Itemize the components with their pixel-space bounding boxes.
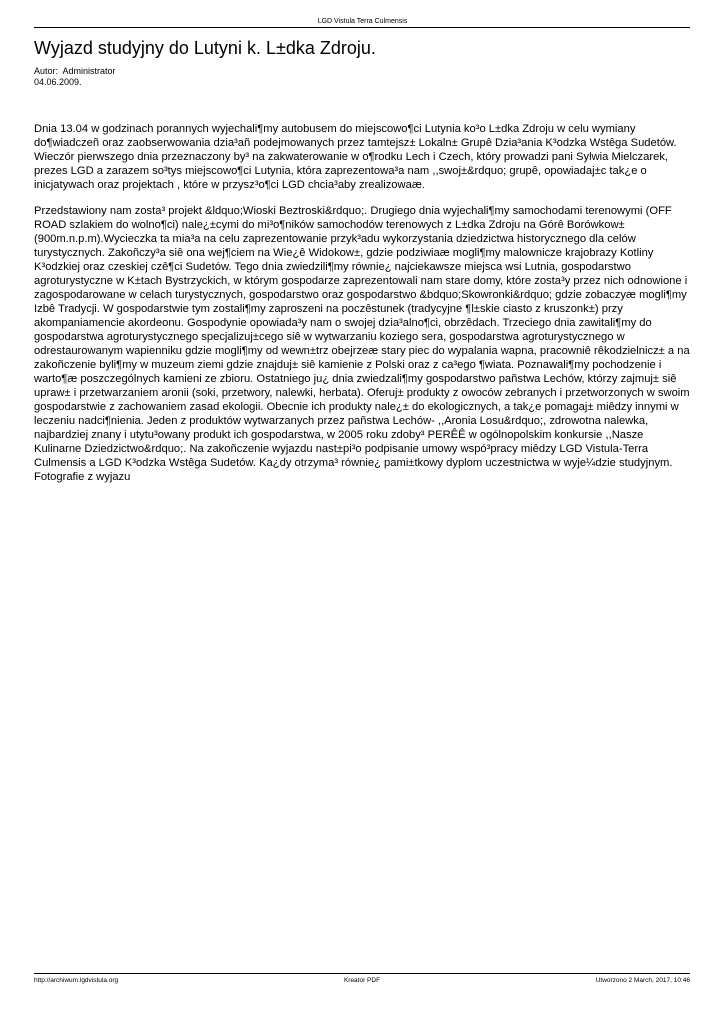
footer-divider: [34, 973, 690, 974]
publish-date: 04.06.2009.: [34, 77, 82, 87]
article-paragraph: Przedstawiony nam zosta³ projekt &ldquo;Wioski Beztroski&rdquo;. Drugiego dnia wyjechali¶my samochodami terenowymi (OFF ROAD szlakiem do wolno¶ci) nale¿±cymi do mi³o¶ników samochodów terenowych z L±dka Zdroju na Górê Borówkow± (900m.n.p.m).Wycieczka ta mia³a na celu zaprezentowanie przyk³adu wykorzystania dziedzictwa historycznego dla celów turystycznych. Zakoñczy³a siê ona wej¶ciem na Wie¿ê Widokow±, gdzie podziwiaæ mogli¶my malownicze krajobrazy Kotliny K³odzkiej oraz czeskiej czê¶ci Sudetów. Tego dnia zwiedzili¶my równie¿ najciekawsze miejsca wsi Lutnia, gospodarstwo agroturystyczne w K±tach Bystrzyckich, w którym gospodarze zaprezentowali nam stare domy, które zosta³y przez nich odnowione i zagospodarowane w celach turystycznych, gospodarstwo oraz gospodarstwo &bdquo;Skowronki&rdquo; gdzie zobaczyæ mogli¶my Izbê Tradycji. W gospodarstwie tym zostali¶my zaproszeni na poczêstunek (tradycyjne ¶l±skie ciasto z kruszonk±) przy akompaniamencie akordeonu. Gospodynie opowiada³y nam o swojej dzia³alno¶ci, obrzêdach. Trzeciego dnia zawitali¶my do gospodarstwa agroturystycznego specjalizuj±cego siê w wytwarzaniu koziego sera, gospodarstwa agroturystycznego w odrestaurowanym wapienniku gdzie mogli¶my od wewn±trz obejrzeæ stary piec do wypalania wapna, pracowniê rêkodzielnicz± a na zakoñczenie byli¶my w muzeum ziemi gdzie znajduj± siê kamienie z Polski oraz z ca³ego ¶wiata. Poznawali¶my pochodzenie i warto¶æ poszczególnych kamieni ze zbioru. Ostatniego ju¿ dnia zwiedzali¶my gospodarstwo pañstwa Lechów, którzy zajmuj± siê upraw± i przetwarzaniem aronii (soki, przetwory, nalewki, herbata). Oferuj± produkty z owoców zebranych i przetworzonych w swoim gospodarstwie z zachowaniem zasad ekologii. Obecnie ich produkty nale¿± do ekologicznych, a tak¿e pomagaj± miêdzy innymi w leczeniu nadci¶nienia. Jeden z produktów wytwarzanych przez pañstwa Lechów- ,,Aronia Losu&rdquo;, zdrowotna nalewka, najbardziej znany i utytu³owany produkt ich gospodarstwa, w 2005 roku zdoby³ PERÊÊ w ogólnopolskim konkursie ,,Nasze Kulinarne Dziedzictwo&rdquo;. Na zakoñczenie wyjazdu nast±pi³o podpisanie umowy wspó³pracy miêdzy LGD Vistula-Terra Culmensis a LGD K³odzka Wstêga Sudetów. Ka¿dy otrzyma³ równie¿ pami±tkowy dyplom uczestnictwa w wyje¼dzie studyjnym. Fotografie z wyjazu: [34, 205, 690, 483]
footer-url: http://archiwum.lgdvistula.org: [34, 977, 119, 984]
site-name: LGD Vistula Terra Culmensis: [317, 18, 408, 25]
header-divider: [34, 27, 690, 28]
page-footer: [34, 976, 690, 986]
article-paragraph: Dnia 13.04 w godzinach porannych wyjechali¶my autobusem do miejscowo¶ci Lutynia ko³o L±dka Zdroju w celu wymiany do¶wiadczeñ oraz zaobserwowania dzia³añ podejmowanych przez tamtejsz± Lokaln± Grupê Dzia³ania K³odzka Wstêga Sudetów. Wieczór pierwszego dnia przeznaczony by³ na zakwaterowanie w o¶rodku Lech i Czech, który prowadzi pani Sylwia Mielczarek, prezes LGD a zarazem so³tys miejscowo¶ci Lutynia, która zaprezentowa³a nam ,,swoj±&rdquo; grupê, opowiadaj±c tak¿e o inicjatywach oraz projektach , które w przysz³o¶ci LGD chcia³aby zrealizowaæ.: [34, 123, 677, 191]
author-line: Autor: Administrator: [34, 66, 116, 76]
article-meta: [34, 66, 690, 88]
article-title: Wyjazd studyjny do Lutyni k. L±dka Zdroju.: [34, 38, 376, 58]
footer-generator: Kreator PDF: [343, 977, 381, 984]
footer-created: Utworzono 2 March, 2017, 10:46: [595, 977, 690, 984]
article-body: [34, 122, 690, 496]
